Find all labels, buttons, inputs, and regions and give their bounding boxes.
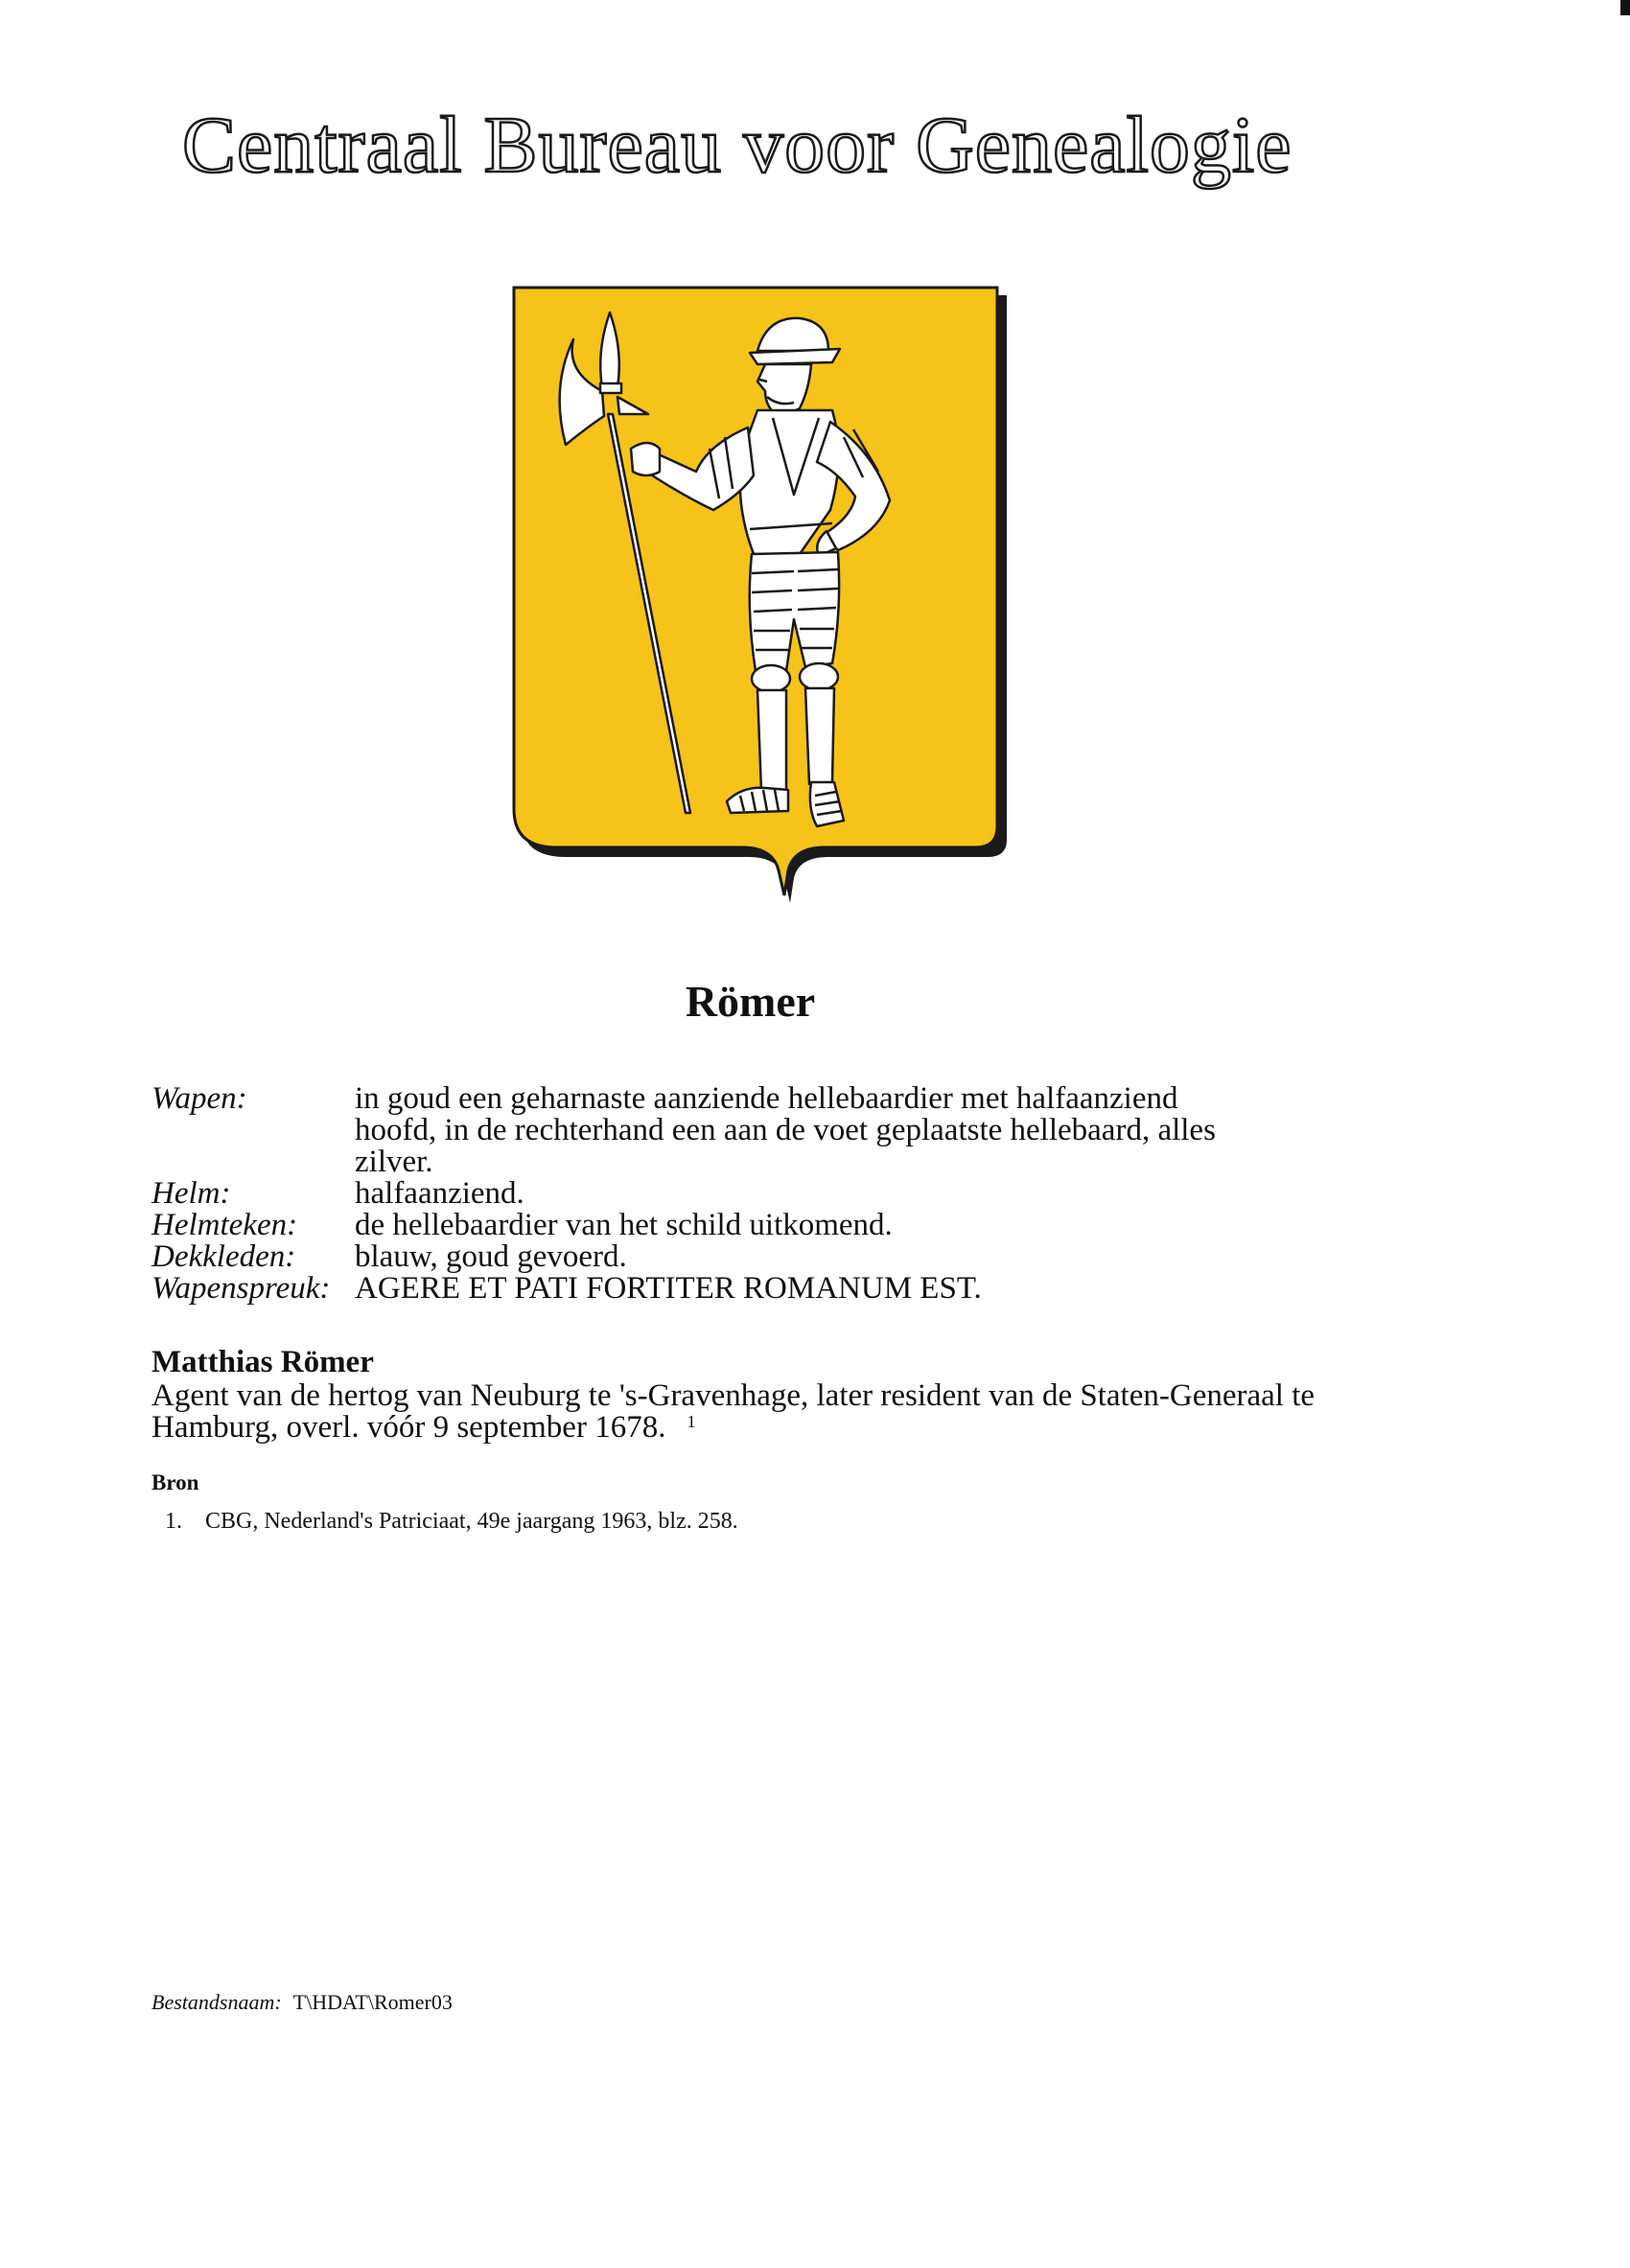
arms-value: de hellebaardier van het schild uitkomend.	[355, 1208, 893, 1242]
file-name-value: T\HDAT\Romer03	[292, 1990, 453, 2014]
source-number: 1.	[165, 1509, 182, 1534]
family-name-heading: Römer	[685, 977, 816, 1026]
arms-value: halfaanziend.	[355, 1176, 524, 1211]
arms-row-dekkleden	[151, 1241, 1302, 1273]
person-description	[151, 1380, 1398, 1444]
arms-row-helm	[151, 1178, 1302, 1210]
arms-value: in goud een geharnaste aanziende hellebaardier met halfaanziend hoofd, in de rechterhand een aan de voet geplaatste hellebaard, alles zilver.	[355, 1081, 1216, 1179]
arms-row-wapen	[151, 1083, 1302, 1178]
shield-with-halberdier-icon	[506, 284, 1010, 913]
arms-description	[151, 1083, 1302, 1305]
source-item	[165, 1507, 1316, 1536]
arms-label: Helm:	[151, 1176, 231, 1211]
file-name-label: Bestandsnaam:	[151, 1990, 282, 2014]
arms-label: Helmteken:	[151, 1208, 298, 1242]
file-name-line	[151, 1992, 453, 2013]
arms-value: AGERE ET PATI FORTITER ROMANUM EST.	[355, 1271, 982, 1306]
arms-label: Dekkleden:	[151, 1239, 296, 1274]
arms-label: Wapen:	[151, 1081, 247, 1116]
scan-edge-mark	[1620, 0, 1630, 15]
source-text: CBG, Nederland's Patriciaat, 49e jaargang 1963, blz. 258.	[205, 1509, 738, 1534]
person-description-text: Agent van de hertog van Neuburg te 's-Gravenhage, later resident van de Staten-Generaal te Hamburg, overl. vóór 9 september 1678.	[151, 1378, 1316, 1445]
arms-row-helmteken	[151, 1210, 1302, 1241]
footnote-reference: 1	[687, 1412, 696, 1431]
arms-label: Wapenspreuk:	[151, 1271, 331, 1306]
source-list	[165, 1507, 1316, 1536]
person-name: Matthias Römer	[151, 1345, 374, 1379]
page-title: Centraal Bureau voor Genealogie	[182, 101, 1292, 190]
source-heading: Bron	[151, 1470, 199, 1494]
arms-row-wapenspreuk	[151, 1273, 1302, 1305]
arms-value: blauw, goud gevoerd.	[355, 1239, 627, 1274]
